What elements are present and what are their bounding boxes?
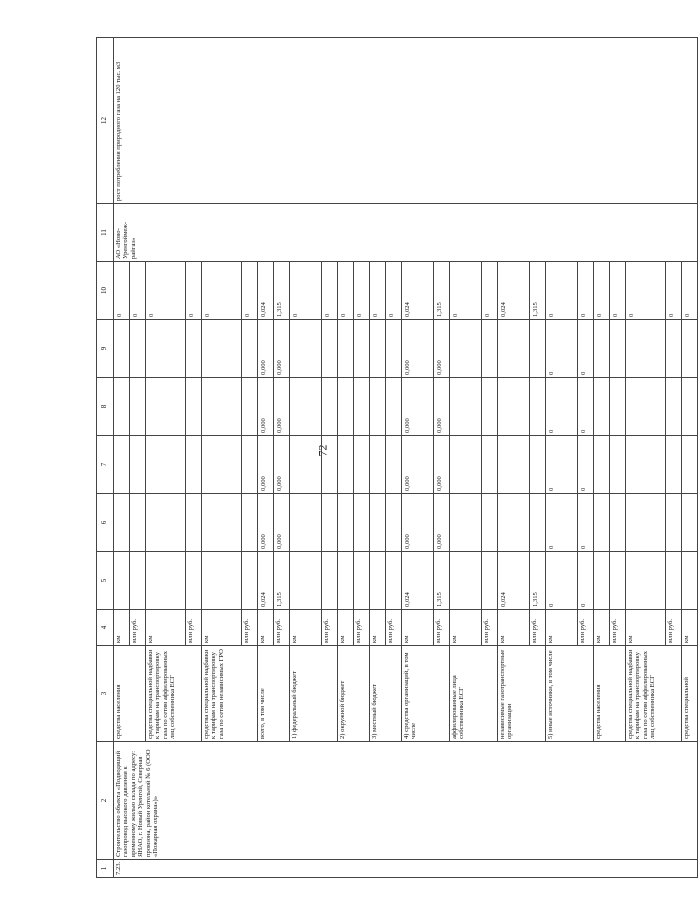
value-col-5 bbox=[186, 552, 202, 610]
value-col-10: 0 bbox=[186, 262, 202, 320]
unit: млн руб. bbox=[482, 610, 498, 646]
value-col-6: 0,000 bbox=[402, 494, 434, 552]
value-col-7: 0 bbox=[578, 436, 594, 494]
value-col-7: 0 bbox=[546, 436, 578, 494]
value-col-5: 0 bbox=[578, 552, 594, 610]
value-col-9 bbox=[338, 320, 354, 378]
value-col-7 bbox=[130, 436, 146, 494]
value-col-10: 0,024 bbox=[402, 262, 434, 320]
value-col-7 bbox=[482, 436, 498, 494]
unit: млн руб. bbox=[666, 610, 682, 646]
value-col-9 bbox=[370, 320, 386, 378]
value-col-8 bbox=[594, 378, 610, 436]
funding-source: всего, в том числе bbox=[258, 646, 290, 742]
value-col-8 bbox=[626, 378, 666, 436]
value-col-6 bbox=[610, 494, 626, 552]
value-col-6: 0 bbox=[546, 494, 578, 552]
column-header-1: 1 bbox=[97, 860, 114, 878]
value-col-5 bbox=[338, 552, 354, 610]
funding-source: средства населения bbox=[114, 646, 146, 742]
value-col-10: 0 bbox=[322, 262, 338, 320]
unit: км bbox=[594, 610, 610, 646]
value-col-5: 1,315 bbox=[274, 552, 290, 610]
value-col-8 bbox=[186, 378, 202, 436]
funding-source: 2) окружной бюджет bbox=[338, 646, 370, 742]
value-col-10: 0 bbox=[242, 262, 258, 320]
value-col-9 bbox=[610, 320, 626, 378]
unit: км bbox=[498, 610, 530, 646]
value-col-5 bbox=[666, 552, 682, 610]
value-col-10: 0 bbox=[610, 262, 626, 320]
value-col-9 bbox=[186, 320, 202, 378]
value-col-10: 1,315 bbox=[434, 262, 450, 320]
value-col-10: 0 bbox=[202, 262, 242, 320]
unit: млн руб. bbox=[242, 610, 258, 646]
value-col-7: 0,000 bbox=[258, 436, 274, 494]
value-col-7 bbox=[370, 436, 386, 494]
investment-table bbox=[96, 37, 698, 878]
value-col-10: 0 bbox=[546, 262, 578, 320]
value-col-9 bbox=[498, 320, 530, 378]
value-col-5 bbox=[354, 552, 370, 610]
value-col-5: 0,024 bbox=[402, 552, 434, 610]
value-col-10: 0 bbox=[594, 262, 610, 320]
value-col-7 bbox=[386, 436, 402, 494]
unit: млн руб. bbox=[130, 610, 146, 646]
funding-source: средства населения bbox=[594, 646, 626, 742]
value-col-8 bbox=[610, 378, 626, 436]
value-col-9 bbox=[202, 320, 242, 378]
value-col-5 bbox=[450, 552, 482, 610]
unit: км bbox=[370, 610, 386, 646]
column-header-9: 9 bbox=[97, 320, 114, 378]
value-col-9: 0 bbox=[578, 320, 594, 378]
page-number: 72 bbox=[315, 444, 330, 457]
value-col-8 bbox=[682, 378, 698, 436]
executor: АО «Ново-Уренгоймеж-райгаз» bbox=[114, 204, 698, 262]
value-col-8 bbox=[386, 378, 402, 436]
unit: млн руб. bbox=[354, 610, 370, 646]
value-col-7 bbox=[202, 436, 242, 494]
value-col-10: 0 bbox=[338, 262, 354, 320]
value-col-8: 0 bbox=[546, 378, 578, 436]
column-header-10: 10 bbox=[97, 262, 114, 320]
value-col-7: 0,000 bbox=[402, 436, 434, 494]
unit: км bbox=[146, 610, 186, 646]
value-col-5: 0 bbox=[546, 552, 578, 610]
value-col-7: 0,000 bbox=[274, 436, 290, 494]
value-col-8 bbox=[666, 378, 682, 436]
value-col-5 bbox=[610, 552, 626, 610]
funding-source: 4) средства организаций, в том числе bbox=[402, 646, 450, 742]
value-col-6 bbox=[290, 494, 322, 552]
unit: км bbox=[202, 610, 242, 646]
value-col-8 bbox=[242, 378, 258, 436]
value-col-6: 0,000 bbox=[258, 494, 274, 552]
column-header-6: 6 bbox=[97, 494, 114, 552]
value-col-5 bbox=[370, 552, 386, 610]
value-col-7 bbox=[322, 436, 338, 494]
value-col-7 bbox=[354, 436, 370, 494]
value-col-7 bbox=[114, 436, 130, 494]
value-col-10: 0 bbox=[482, 262, 498, 320]
value-col-6: 0,000 bbox=[274, 494, 290, 552]
value-col-9 bbox=[666, 320, 682, 378]
value-col-9 bbox=[322, 320, 338, 378]
value-col-8 bbox=[290, 378, 322, 436]
unit: млн руб. bbox=[434, 610, 450, 646]
value-col-9 bbox=[386, 320, 402, 378]
funding-source: аффилированные лица собственника ЕСГ bbox=[450, 646, 498, 742]
value-col-6 bbox=[146, 494, 186, 552]
value-col-5 bbox=[682, 552, 698, 610]
value-col-9 bbox=[594, 320, 610, 378]
value-col-5 bbox=[290, 552, 322, 610]
value-col-6: 0,000 bbox=[434, 494, 450, 552]
table-row bbox=[114, 38, 130, 878]
value-col-7 bbox=[242, 436, 258, 494]
column-header-2: 2 bbox=[97, 742, 114, 860]
value-col-6 bbox=[242, 494, 258, 552]
unit: км bbox=[682, 610, 698, 646]
funding-source: 1) федеральный бюджет bbox=[290, 646, 338, 742]
unit: км bbox=[290, 610, 322, 646]
value-col-6 bbox=[450, 494, 482, 552]
value-col-8 bbox=[114, 378, 130, 436]
value-col-6 bbox=[114, 494, 130, 552]
value-col-8 bbox=[322, 378, 338, 436]
rotated-table-wrapper bbox=[96, 38, 691, 878]
value-col-8 bbox=[530, 378, 546, 436]
value-col-10: 0 bbox=[666, 262, 682, 320]
value-col-8 bbox=[450, 378, 482, 436]
value-col-5 bbox=[114, 552, 130, 610]
value-col-9 bbox=[450, 320, 482, 378]
value-col-9 bbox=[114, 320, 130, 378]
value-col-5: 0,024 bbox=[498, 552, 530, 610]
value-col-6 bbox=[322, 494, 338, 552]
value-col-7 bbox=[146, 436, 186, 494]
value-col-5 bbox=[130, 552, 146, 610]
object-name: Строительство объекта «Подводящий газопровод высокого давления к временному жилью склада по адресу: ЯНАО, г. Новый Уренгой, Северная промзона, район котельной № 6 (ООО «Пожарная охрана»)» bbox=[114, 742, 698, 860]
unit: млн руб. bbox=[386, 610, 402, 646]
value-col-6 bbox=[530, 494, 546, 552]
value-col-6 bbox=[682, 494, 698, 552]
value-col-6 bbox=[354, 494, 370, 552]
unit: км bbox=[450, 610, 482, 646]
unit: млн руб. bbox=[530, 610, 546, 646]
value-col-10: 1,315 bbox=[530, 262, 546, 320]
value-col-7 bbox=[594, 436, 610, 494]
value-col-9 bbox=[130, 320, 146, 378]
funding-source: средства специальной надбавки к тарифам на транспортировку газа по сетям аффилированных лиц собственника ЕСГ bbox=[626, 646, 682, 742]
value-col-10: 0 bbox=[450, 262, 482, 320]
value-col-9: 0,000 bbox=[258, 320, 274, 378]
value-col-8 bbox=[354, 378, 370, 436]
funding-source: средства специальной надбавки к тарифам на транспортировку газа по сетям независимых ГРО bbox=[202, 646, 258, 742]
value-col-6 bbox=[370, 494, 386, 552]
value-col-5: 1,315 bbox=[530, 552, 546, 610]
funding-source: 3) местный бюджет bbox=[370, 646, 402, 742]
value-col-6 bbox=[626, 494, 666, 552]
value-col-10: 0 bbox=[290, 262, 322, 320]
value-col-9 bbox=[530, 320, 546, 378]
header-row bbox=[97, 38, 114, 878]
value-col-5 bbox=[242, 552, 258, 610]
unit: млн руб. bbox=[274, 610, 290, 646]
unit: км bbox=[258, 610, 274, 646]
value-col-8: 0,000 bbox=[434, 378, 450, 436]
value-col-9 bbox=[626, 320, 666, 378]
value-col-5: 1,315 bbox=[434, 552, 450, 610]
value-col-8 bbox=[370, 378, 386, 436]
value-col-10: 0 bbox=[354, 262, 370, 320]
value-col-7 bbox=[450, 436, 482, 494]
value-col-7 bbox=[530, 436, 546, 494]
value-col-6 bbox=[498, 494, 530, 552]
value-col-6 bbox=[338, 494, 354, 552]
value-col-8 bbox=[130, 378, 146, 436]
value-col-9 bbox=[482, 320, 498, 378]
value-col-6 bbox=[130, 494, 146, 552]
value-col-5 bbox=[202, 552, 242, 610]
value-col-10: 1,315 bbox=[274, 262, 290, 320]
expected-result: рост потребления природного газа на 120 тыс. м3 bbox=[114, 38, 698, 204]
value-col-7 bbox=[626, 436, 666, 494]
value-col-6 bbox=[386, 494, 402, 552]
value-col-9 bbox=[290, 320, 322, 378]
funding-source: 5) иные источники, в том числе bbox=[546, 646, 594, 742]
value-col-7 bbox=[338, 436, 354, 494]
unit: км bbox=[546, 610, 578, 646]
value-col-5 bbox=[626, 552, 666, 610]
unit: млн руб. bbox=[578, 610, 594, 646]
row-number: 7.23. bbox=[114, 860, 698, 878]
unit: млн руб. bbox=[610, 610, 626, 646]
unit: км bbox=[338, 610, 354, 646]
value-col-8: 0 bbox=[578, 378, 594, 436]
column-header-3: 3 bbox=[97, 646, 114, 742]
column-header-8: 8 bbox=[97, 378, 114, 436]
value-col-10: 0 bbox=[146, 262, 186, 320]
value-col-6 bbox=[666, 494, 682, 552]
value-col-10: 0 bbox=[370, 262, 386, 320]
value-col-8: 0,000 bbox=[274, 378, 290, 436]
column-header-7: 7 bbox=[97, 436, 114, 494]
column-header-11: 11 bbox=[97, 204, 114, 262]
value-col-10: 0 bbox=[386, 262, 402, 320]
value-col-6 bbox=[594, 494, 610, 552]
unit: млн руб. bbox=[322, 610, 338, 646]
value-col-10: 0 bbox=[682, 262, 698, 320]
value-col-6 bbox=[202, 494, 242, 552]
value-col-6 bbox=[482, 494, 498, 552]
value-col-10: 0,024 bbox=[498, 262, 530, 320]
value-col-8 bbox=[146, 378, 186, 436]
value-col-10: 0 bbox=[626, 262, 666, 320]
unit: млн руб. bbox=[186, 610, 202, 646]
value-col-7 bbox=[290, 436, 322, 494]
value-col-9: 0,000 bbox=[274, 320, 290, 378]
value-col-6: 0 bbox=[578, 494, 594, 552]
value-col-9 bbox=[146, 320, 186, 378]
value-col-7 bbox=[186, 436, 202, 494]
value-col-7: 0,000 bbox=[434, 436, 450, 494]
value-col-8 bbox=[482, 378, 498, 436]
value-col-5 bbox=[594, 552, 610, 610]
value-col-7 bbox=[666, 436, 682, 494]
unit: км bbox=[402, 610, 434, 646]
value-col-10: 0 bbox=[130, 262, 146, 320]
value-col-5 bbox=[146, 552, 186, 610]
value-col-5: 0,024 bbox=[258, 552, 274, 610]
value-col-7 bbox=[682, 436, 698, 494]
value-col-9: 0,000 bbox=[402, 320, 434, 378]
column-header-12: 12 bbox=[97, 38, 114, 204]
funding-source: независимые газотранспортные организации bbox=[498, 646, 546, 742]
column-header-5: 5 bbox=[97, 552, 114, 610]
value-col-9 bbox=[242, 320, 258, 378]
value-col-10: 0,024 bbox=[258, 262, 274, 320]
value-col-9: 0,000 bbox=[434, 320, 450, 378]
value-col-9: 0 bbox=[546, 320, 578, 378]
funding-source: средства специальной надбавки к тарифам на транспортировку газа по сетям аффилированных лиц собственника ЕСГ bbox=[146, 646, 202, 742]
value-col-5 bbox=[322, 552, 338, 610]
funding-source: средства специальной bbox=[682, 646, 698, 742]
column-header-4: 4 bbox=[97, 610, 114, 646]
value-col-7 bbox=[498, 436, 530, 494]
value-col-9 bbox=[682, 320, 698, 378]
value-col-9 bbox=[354, 320, 370, 378]
value-col-8: 0,000 bbox=[258, 378, 274, 436]
value-col-5 bbox=[482, 552, 498, 610]
value-col-5 bbox=[386, 552, 402, 610]
value-col-8 bbox=[202, 378, 242, 436]
value-col-8 bbox=[498, 378, 530, 436]
value-col-6 bbox=[186, 494, 202, 552]
value-col-7 bbox=[610, 436, 626, 494]
unit: км bbox=[114, 610, 130, 646]
value-col-8 bbox=[338, 378, 354, 436]
value-col-8: 0,000 bbox=[402, 378, 434, 436]
value-col-10: 0 bbox=[578, 262, 594, 320]
unit: км bbox=[626, 610, 666, 646]
value-col-10: 0 bbox=[114, 262, 130, 320]
